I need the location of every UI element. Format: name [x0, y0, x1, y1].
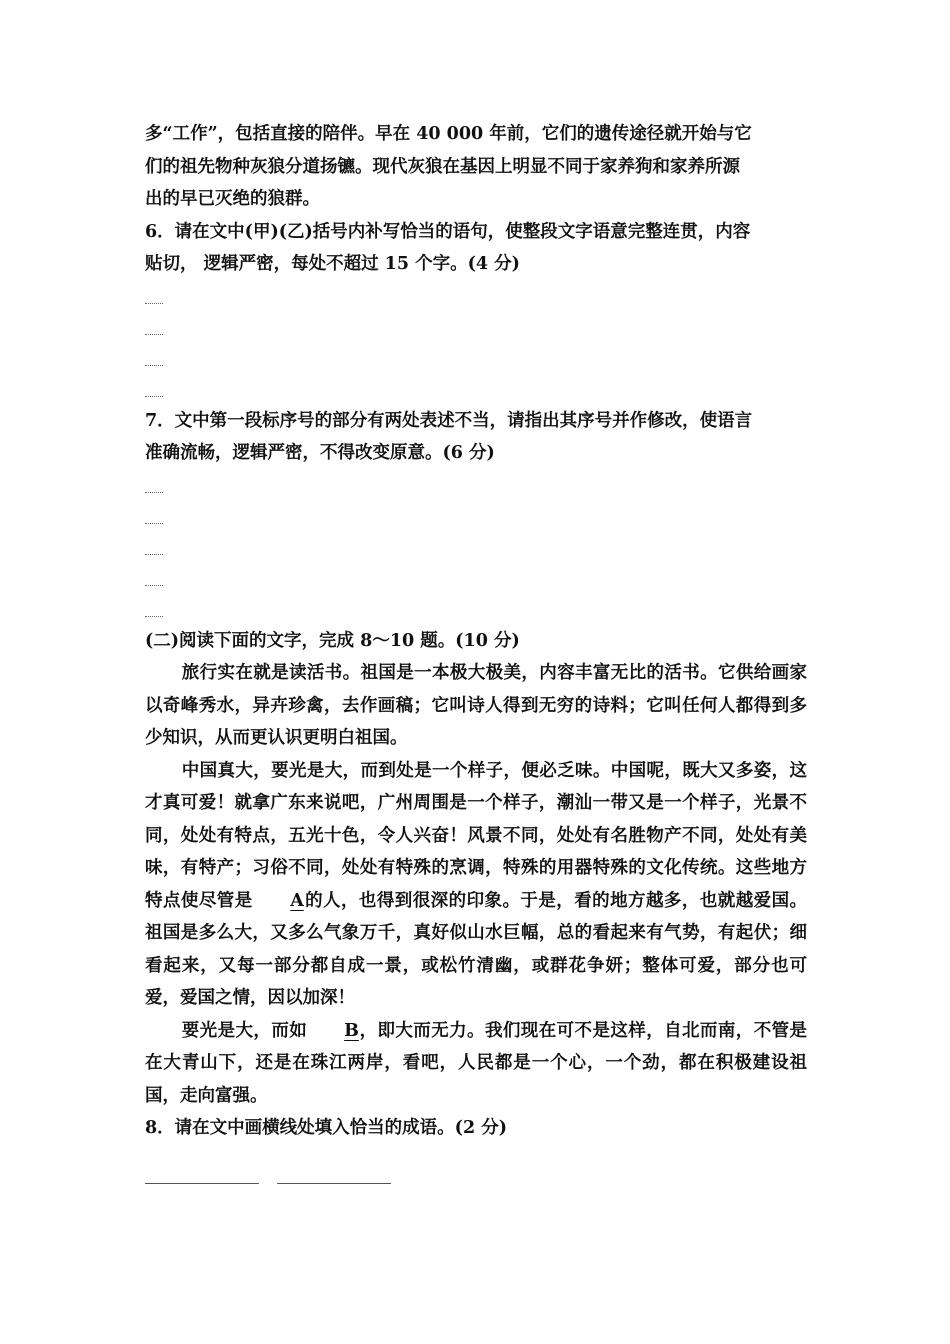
section-2-title: (二)阅读下面的文字，完成 8～10 题。(10 分) — [145, 630, 520, 651]
question-7-line: 7．文中第一段标序号的部分有两处表述不当，请指出其序号并作修改，使语言 — [145, 410, 753, 431]
question-6-line: 6．请在文中(甲)(乙)括号内补写恰当的语句，使整段文字语意完整连贯，内容 — [145, 221, 751, 242]
question-6 — [145, 216, 807, 281]
text-line: 多“工作”，包括直接的陪伴。早在 40 000 年前，它们的遗传途径就开始与它 — [145, 124, 752, 144]
passage-paragraph-2: 中国真大，要光是大，而到处是一个样子，便必乏味。中国呢，既大又多姿，这才真可爱！就拿广东来说吧，广州周围是一个样子，潮汕一带又是一个样子，光景不同，处处有特点，五光十色，令人兴奋！风景不同，处处有名胜物产不同，处处有美味，有特产；习俗不同，处处有特殊的烹调，特殊的用器特殊的文化传统。这些地方特点使尽管是 A的人，也得到很深的印象。于是，看的地方越多，也就越爱国。祖国是多么大，又多么气象万千，真好似山水巨幅，总的看起来有气势，有起伏；细看起来，又每一部分都自成一景，或松竹清幽，或群花争妍；整体可爱，部分也可爱，爱国之情，因以加深！ — [145, 760, 808, 1008]
answer-blank-line-a[interactable] — [145, 1183, 259, 1184]
answer-line[interactable] — [145, 532, 807, 563]
answer-line[interactable] — [145, 343, 807, 374]
question-6-line: 贴切， 逻辑严密，每处不超过 15 个字。(4 分) — [145, 254, 520, 274]
passage-paragraph-3: 要光是大，而如 B，即大而无力。我们现在可不是这样，自北而南，不管是在大青山下，还是在珠江两岸，看吧，人民都是一个心，一个劲，都在积极建设祖国，走向富强。 — [145, 1015, 807, 1113]
answer-line[interactable] — [145, 281, 807, 312]
answer-line[interactable] — [145, 470, 807, 501]
passage-paragraph-1: 旅行实在就是读活书。祖国是一本极大极美，内容丰富无比的活书。它供给画家以奇峰秀水，异卉珍禽，去作画稿；它叫诗人得到无穷的诗料；它叫任何人都得到多少知识，从而更认识更明白祖国。 — [145, 663, 807, 748]
answer-line[interactable] — [145, 594, 807, 625]
content-column — [145, 118, 807, 1195]
continuation-paragraph — [145, 118, 807, 216]
text-line: 们的祖先物种灰狼分道扬镳。现代灰狼在基因上明显不同于家养狗和家养所源 — [145, 156, 740, 177]
question-7-line: 准确流畅，逻辑严密，不得改变原意。(6 分) — [145, 443, 495, 463]
question-7 — [145, 405, 807, 470]
answer-line[interactable] — [145, 563, 807, 594]
answer-line[interactable] — [145, 312, 807, 343]
answer-area-q7[interactable] — [145, 470, 807, 625]
text-line: 出的早已灭绝的狼群。 — [145, 189, 320, 209]
question-8: 8．请在文中画横线处填入恰当的成语。(2 分) — [145, 1118, 508, 1138]
blank-a[interactable]: A — [290, 890, 304, 911]
answer-area-q6[interactable] — [145, 281, 807, 405]
answer-area-q8 — [145, 1145, 807, 1195]
answer-blank-line-b[interactable] — [277, 1183, 391, 1184]
answer-line[interactable] — [145, 501, 807, 532]
blank-b[interactable]: B — [344, 1020, 359, 1041]
answer-line[interactable] — [145, 374, 807, 405]
